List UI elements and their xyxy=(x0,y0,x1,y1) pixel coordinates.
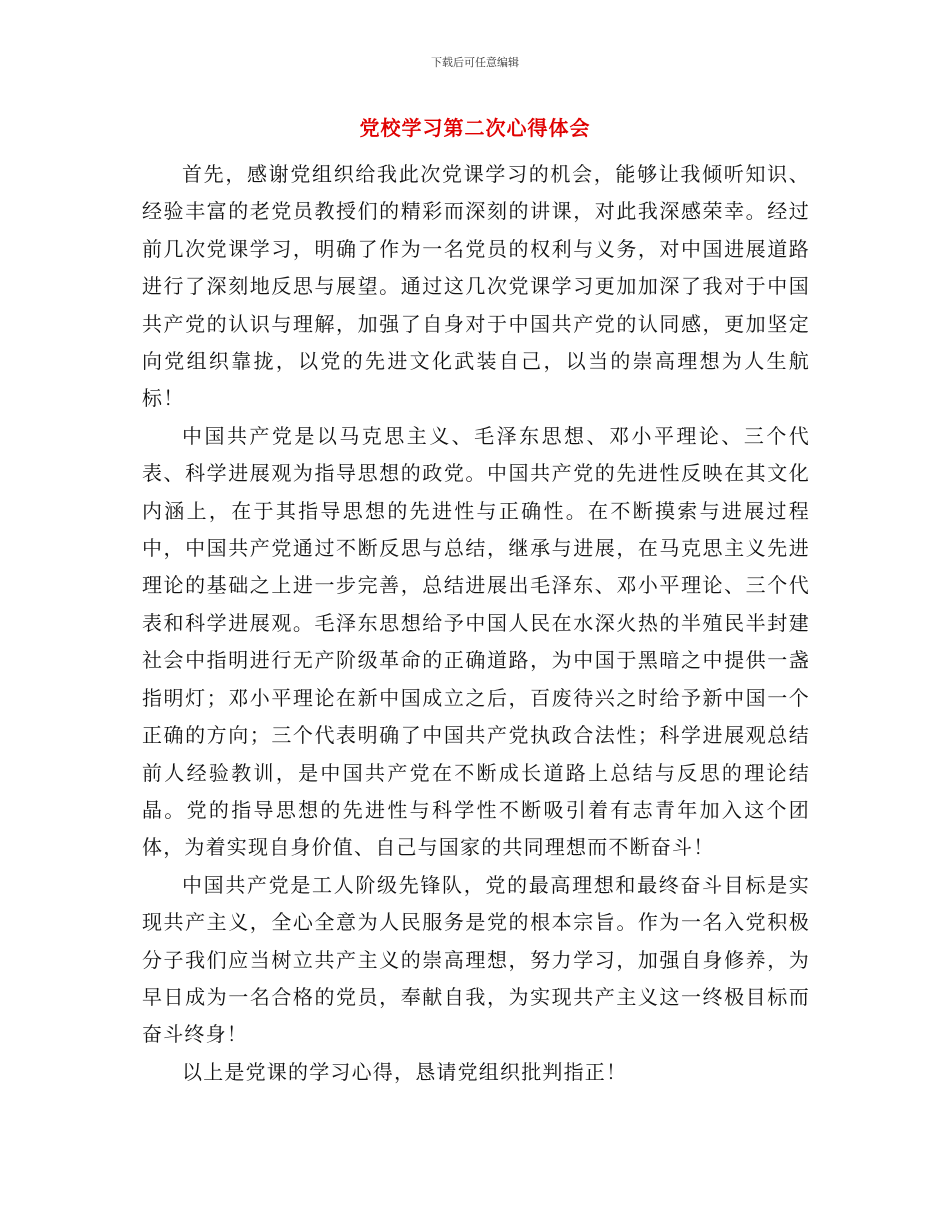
paragraph-2: 中国共产党是以马克思主义、毛泽东思想、邓小平理论、三个代表、科学进展观为指导思想的政党。中国共产党的先进性反映在其文化内涵上，在于其指导思想的先进性与正确性。在不断摸索与进展过程中，中国共产党通过不断反思与总结，继承与进展，在马克思主义先进理论的基础之上进一步完善，总结进展出毛泽东、邓小平理论、三个代表和科学进展观。毛泽东思想给予中国人民在水深火热的半殖民半封建社会中指明进行无产阶级革命的正确道路，为中国于黑暗之中提供一盏指明灯；邓小平理论在新中国成立之后，百废待兴之时给予新中国一个正确的方向；三个代表明确了中国共产党执政合法性；科学进展观总结前人经验教训，是中国共产党在不断成长道路上总结与反思的理论结晶。党的指导思想的先进性与科学性不断吸引着有志青年加入这个团体，为着实现自身价值、自己与国家的共同理想而不断奋斗！ xyxy=(142,423,810,860)
document-body xyxy=(142,156,810,1091)
paragraph-3: 中国共产党是工人阶级先锋队，党的最高理想和最终奋斗目标是实现共产主义，全心全意为人民服务是党的根本宗旨。作为一名入党积极分子我们应当树立共产主义的崇高理想，努力学习，加强自身修养，为早日成为一名合格的党员，奉献自我，为实现共产主义这一终极目标而奋斗终身！ xyxy=(142,872,810,1047)
paragraph-4: 以上是党课的学习心得，恳请党组织批判指正！ xyxy=(182,1059,628,1084)
document-title: 党校学习第二次心得体会 xyxy=(359,116,591,140)
header-note: 下载后可任意编辑 xyxy=(431,56,519,69)
paragraph-1: 首先，感谢党组织给我此次党课学习的机会，能够让我倾听知识、经验丰富的老党员教授们的精彩而深刻的讲课，对此我深感荣幸。经过前几次党课学习，明确了作为一名党员的权利与义务，对中国进展道路进行了深刻地反思与展望。通过这几次党课学习更加加深了我对于中国共产党的认识与理解，加强了自身对于中国共产党的认同感，更加坚定向党组织靠拢，以党的先进文化武装自己，以当的崇高理想为人生航标！ xyxy=(142,162,810,411)
